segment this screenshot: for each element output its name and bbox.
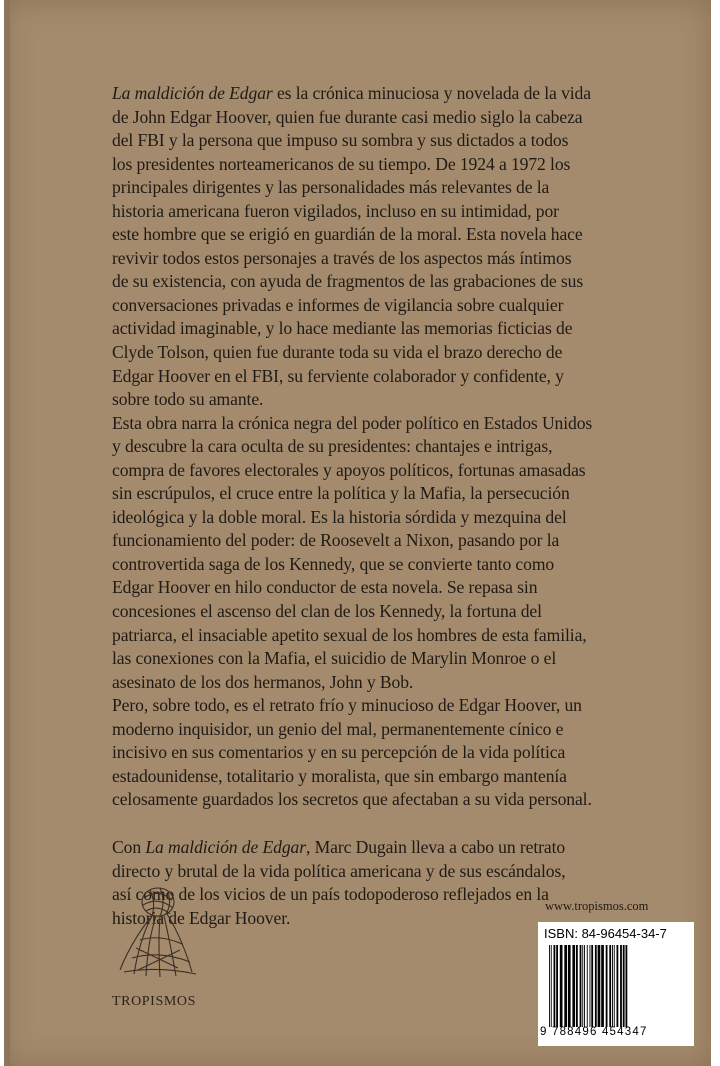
barcode-bar (580, 945, 582, 1027)
text-line (112, 176, 702, 200)
text-line (112, 153, 702, 177)
text-segment: actividad imaginable, y lo hace mediante las memorias ficticias de (112, 318, 573, 339)
barcode-bar (560, 945, 563, 1027)
barcode-bar (614, 945, 615, 1027)
text-segment: Edgar Hoover en hilo conductor de esta novela. Se repasa sin (112, 577, 538, 598)
text-line (112, 129, 702, 153)
barcode-bar (598, 945, 601, 1027)
text-segment: compra de favores electorales y apoyos políticos, fortunas amasadas (112, 459, 586, 480)
text-line (112, 270, 702, 294)
text-segment: funcionamiento del poder: de Roosevelt a Nixon, pasando por la (112, 530, 560, 551)
text-segment: del FBI y la persona que impuso su sombra y sus dictados a todos (112, 130, 569, 151)
text-line (112, 671, 702, 695)
text-line (112, 600, 702, 624)
text-segment: de su existencia, con ayuda de fragmentos de las grabaciones de sus (112, 271, 584, 292)
text-line (112, 459, 702, 483)
paragraph (112, 82, 702, 412)
text-line (112, 506, 702, 530)
barcode-bar (582, 945, 583, 1027)
barcode-bar (623, 945, 625, 1027)
text-segment: ideológica y la doble moral. Es la historia sórdida y mezquina del (112, 506, 567, 527)
text-line (112, 365, 702, 389)
text-line (112, 435, 702, 459)
text-line (112, 836, 702, 860)
text-segment: moderno inquisidor, un genio del mal, permanentemente cínico e (112, 718, 564, 739)
text-segment: las conexiones con la Mafia, el suicidio de Marylin Monroe o el (112, 648, 557, 669)
book-title-italic: La maldición de Edgar (112, 83, 273, 103)
text-segment: principales dirigentes y las personalidades más relevantes de la (112, 177, 550, 198)
barcode-bar (576, 945, 578, 1027)
text-line (112, 624, 702, 648)
barcode-bar (617, 945, 619, 1027)
text-segment: revivir todos estos personajes a través de los aspectos más íntimos (112, 247, 572, 268)
text-segment: incisivo en sus comentarios y en su percepción de la vida política (112, 742, 566, 763)
publisher-name: TROPISMOS (112, 994, 196, 1009)
text-line (112, 200, 702, 224)
text-line (112, 765, 702, 789)
text-segment: directo y brutal de la vida política americana y de sus escándalos, (112, 860, 566, 881)
barcode-bar (572, 945, 575, 1027)
barcode-bar (601, 945, 604, 1027)
text-line (112, 82, 702, 106)
barcode-bar (609, 945, 611, 1027)
text-segment: controvertida saga de los Kennedy, que se convierte tanto como (112, 553, 555, 574)
paragraph (112, 412, 702, 695)
barcode-bar (556, 945, 558, 1027)
text-line (112, 388, 702, 412)
text-line (112, 529, 702, 553)
text-segment: celosamente guardados los secretos que afectaban a su vida personal. (112, 789, 592, 810)
text-line (112, 294, 702, 318)
text-segment: es la crónica minuciosa y novelada de la vida (272, 83, 591, 103)
text-line (112, 223, 702, 247)
barcode-bar (590, 945, 591, 1027)
barcode-bar (620, 945, 622, 1027)
text-line (112, 482, 702, 506)
text-line (112, 106, 702, 130)
text-segment: concesiones el ascenso del clan de los Kennedy, la fortuna del (112, 601, 542, 622)
barcode-bar (591, 945, 593, 1027)
text-segment: Clyde Tolson, quien fue durante toda su vida el brazo derecho de (112, 342, 563, 363)
barcode-bar (554, 945, 556, 1027)
text-segment: patriarca, el insaciable apetito sexual de los hombres de esta familia, (112, 624, 587, 645)
isbn-number: ISBN: 84-96454-34-7 (544, 926, 667, 941)
barcode-bar (551, 945, 552, 1027)
text-segment: este hombre que se erigió en guardián de la moral. Esta novela hace (112, 224, 583, 245)
barcode-bar (606, 945, 608, 1027)
text-line (112, 317, 702, 341)
barcode-bars (547, 945, 687, 1027)
text-segment: y descubre la cara oculta de su presidentes: chantajes e intrigas, (112, 436, 553, 457)
text-segment: Pero, sobre todo, es el retrato frío y minucioso de Edgar Hoover, un (112, 695, 582, 716)
text-segment: historia americana fueron vigilados, incluso en su intimidad, por (112, 200, 559, 221)
text-segment: estadounidense, totalitario y moralista, que sin embargo mantenía (112, 765, 567, 786)
barcode-bar (612, 945, 613, 1027)
barcode-bar (587, 945, 588, 1027)
text-line (112, 553, 702, 577)
text-line (112, 741, 702, 765)
text-segment: sobre todo su amante. (112, 389, 264, 410)
ribbon-sphere-logo-icon (100, 878, 210, 988)
text-line (112, 647, 702, 671)
text-line (112, 576, 702, 600)
text-segment: de John Edgar Hoover, quien fue durante casi medio siglo la cabeza (112, 106, 583, 127)
text-line (112, 247, 702, 271)
barcode-bar (549, 945, 550, 1027)
text-segment: Con (112, 836, 146, 857)
text-segment: Edgar Hoover en el FBI, su ferviente colaborador y confidente, y (112, 365, 564, 386)
text-segment: conversaciones privadas e informes de vigilancia sobre cualquier (112, 294, 564, 315)
paragraph (112, 694, 702, 812)
barcode-bar (568, 945, 571, 1027)
synopsis-text (112, 82, 702, 930)
text-segment: , Marc Dugain lleva a cabo un retrato (305, 836, 566, 857)
publisher-website: www.tropismos.com (545, 899, 649, 913)
cover-edge (4, 0, 10, 1066)
barcode-label (538, 922, 694, 1046)
paragraph-gap (112, 812, 702, 836)
book-title-italic: La maldición de Edgar (145, 836, 306, 857)
barcode-digits: 9 788496 454347 (540, 1026, 648, 1038)
text-segment: así como de los vicios de un país todopoderoso reflejados en la (112, 884, 549, 905)
text-segment: sin escrúpulos, el cruce entre la política y la Mafia, la persecución (112, 483, 570, 504)
barcode-bar (564, 945, 567, 1027)
text-segment: Esta obra narra la crónica negra del poder político en Estados Unidos (112, 412, 593, 433)
text-segment: asesinato de los dos hermanos, John y Bob. (112, 671, 414, 692)
barcode-bar (595, 945, 597, 1027)
barcode-bar (584, 945, 585, 1027)
text-line (112, 341, 702, 365)
text-line (112, 412, 702, 436)
barcode-bar (626, 945, 628, 1027)
text-line (112, 718, 702, 742)
text-segment: historia de Edgar Hoover. (112, 907, 291, 928)
text-segment: los presidentes norteamericanos de su tiempo. De 1924 a 1972 los (112, 153, 571, 174)
text-line (112, 694, 702, 718)
text-line (112, 788, 702, 812)
